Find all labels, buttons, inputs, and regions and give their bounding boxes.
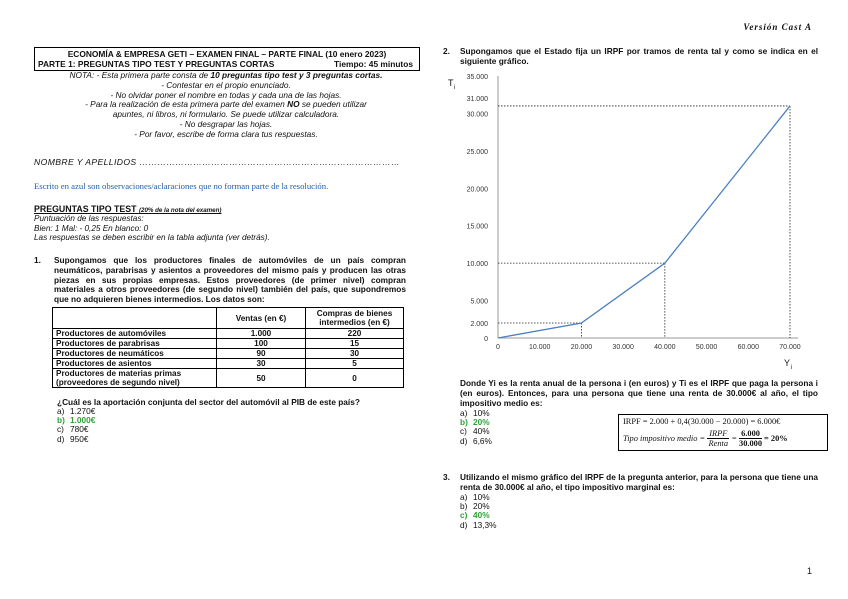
question-2-after: Donde Yi es la renta anual de la persona i (en euros) y Ti es el IRPF que paga la persona i (en euros). Entonces, para una persona que tiene una renta de 30.000€ al año, el tipo impositivo medio es: [460,378,818,408]
question-stem: Utilizando el mismo gráfico del IRPF de la pregunta anterior, para la persona que tiene una renta de 30.000€ al año, el tipo impositivo marginal es: [460,472,818,492]
exam-note [34,71,418,140]
version-label: Versión Cast A [743,22,812,32]
question-stem: Supongamos que los productores finales de automóviles de un país compran neumáticos, parabrisas y asientos a proveedores del mismo país y producen las otras piezas en sus propias empresas. Estos proveedores (de primer nivel) compran materiales a otros proveedores (de segundo nivel) también del país, que supondremos que no adquieren bienes intermedios. Los datos son: [54,255,406,305]
y-tick-label: 25.000 [466,148,488,156]
option-d[interactable]: d) 13,3% [460,519,497,530]
table-cell: 5 [306,359,404,369]
table-cell: Productores de materias primas (proveedores de segundo nivel) [53,369,217,388]
option-b-correct[interactable]: b) 20% [460,417,490,428]
y-tick-label: 2.000 [470,321,488,329]
table-cell: 15 [306,339,404,349]
note-line: se pueden utilizar [299,99,367,110]
scoring-line: Puntuación de las respuestas: [34,214,144,223]
y-tick-label: 5.000 [470,298,488,306]
y-tick-label: 15.000 [466,223,488,231]
table-cell: 30 [306,349,404,359]
table-row [53,329,404,339]
table-cell: 1.000 [217,329,306,339]
solution-line: IRPF = 2.000 + 0,4(30.000 − 20.000) = 6.000€ [623,417,781,426]
note-line: - No desgrapar las hojas. [179,118,273,129]
x-tick-label: 50.000 [695,344,718,351]
x-tick-label: 10.000 [529,344,551,351]
question-number: 2. [443,46,450,56]
note-line: - No olvidar poner el nombre en todas y cada una de las hojas. [110,89,342,100]
option-c-correct[interactable]: c) 40% [460,510,490,521]
note-line: - Contestar en el propio enunciado. [161,79,291,90]
exam-header [34,47,420,71]
question-number: 3. [443,472,450,482]
question-stem: Supongamos que el Estado fija un IRPF por tramos de renta tal y como se indica en el siguiente gráfico. [460,46,818,66]
question-3-options [460,493,497,530]
table-cell: Productores de asientos [53,359,217,369]
option-c[interactable]: c) 40% [460,426,490,437]
x-tick-label: 20.000 [570,344,593,351]
table-row [53,339,404,349]
option-c[interactable]: c) 780€ [57,424,89,435]
x-tick-label: 0 [496,344,500,351]
fraction: $\frac{6.000}{30.000}$ [739,429,763,448]
y-axis-label-sub: i [454,85,456,91]
table-cell: Productores de parabrisas [53,339,217,349]
x-tick-label: 60.000 [737,344,759,351]
y-tick-label: 10.000 [466,261,488,269]
scoring-line: Bien: 1 Mal: - 0,25 En blanco: 0 [34,223,149,233]
y-tick-label: 20.000 [466,186,488,194]
option-b[interactable]: b) 20% [460,501,490,512]
note-line: - Por favor, escribe de forma clara tus respuestas. [134,128,318,139]
note-bold: 10 preguntas tipo test y 3 preguntas cortas. [210,70,383,80]
option-a[interactable]: a) 1.270€ [57,406,96,416]
x-tick-label: 30.000 [612,344,634,351]
solution-result: = 20% [764,434,788,443]
question-1-options [57,407,95,444]
note-no: NO [287,99,300,110]
table-header-cell [53,308,217,329]
option-d[interactable]: d) 950€ [57,433,89,444]
table-header-row [53,308,404,329]
note-line: - Para la realización de esta primera parte del examen [85,99,288,110]
y-tick-label: 30.000 [466,111,488,119]
y-axis-label: T [448,78,454,88]
table-row [53,359,404,369]
table-header-cell: Compras de bienes intermedios (en €) [306,308,404,329]
x-tick-label: 40.000 [654,344,676,351]
question-number: 1. [34,255,41,265]
table-cell: Productores de neumáticos [53,349,217,359]
table-row [53,349,404,359]
section-percent: (20% de la nota del examen) [138,207,222,214]
option-d[interactable]: d) 6,6% [460,435,492,446]
question-2 [443,47,818,67]
exam-title: ECONOMÍA & EMPRESA GETI – EXAMEN FINAL – PARTE FINAL (10 enero 2023) [67,49,387,59]
irpf-series-line [498,106,790,338]
irpf-chart [440,68,820,378]
table-cell: 30 [217,359,306,369]
x-axis-label-sub: i [791,365,793,371]
table-row [53,369,404,388]
y-tick-label: 0 [484,336,488,343]
table-cell: 50 [217,369,306,388]
scoring-line: Las respuestas se deben escribir en la tabla adjunta (ver detrás). [34,233,270,243]
question-1 [34,256,406,305]
name-field[interactable]: NOMBRE Y APELLIDOS …………………………………………………………………………… [34,157,401,167]
question-1-prompt: ¿Cuál es la aportación conjunta del sector del automóvil al PIB de este país? [57,397,360,407]
table-cell: 220 [306,329,404,339]
y-tick-label: 35.000 [466,74,488,81]
note-prefix: NOTA: - Esta primera parte consta de [69,70,211,80]
x-axis-label: Y [784,358,791,368]
y-tick-label: 31.000 [466,95,488,103]
option-b-correct[interactable]: b) 1.000€ [57,415,96,426]
table-cell: 100 [217,339,306,349]
table-cell: 0 [306,369,404,388]
producers-table [52,307,404,388]
question-3 [443,473,818,493]
scoring-info [34,214,270,243]
solution-label: Tipo impositivo medio = [623,434,706,443]
section-title: PREGUNTAS TIPO TEST (20% de la nota del examen) [34,204,222,214]
x-tick-label: 70.000 [779,344,801,351]
table-cell: 90 [217,349,306,359]
note-line: apuntes, ni libros, ni formulario. Se puede utilizar calculadora. [112,109,340,120]
blue-note: Escrito en azul son observaciones/aclaraciones que no forman parte de la resolución. [34,181,329,191]
option-a[interactable]: a) 10% [460,492,490,502]
page-number: 1 [806,566,812,576]
table-header-cell: Ventas (en €) [217,308,306,329]
option-a[interactable]: a) 10% [460,408,490,418]
question-2-options [460,409,492,446]
exam-part: PARTE 1: PREGUNTAS TIPO TEST Y PREGUNTAS CORTAS [38,59,275,69]
table-cell: Productores de automóviles [53,329,217,339]
exam-time: Tiempo: 45 minutos [334,59,413,69]
fraction: $\frac{\text{IRPF}}{\text{Renta}}$ [708,429,729,448]
solution-box: IRPF = 2.000 + 0,4(30.000 − 20.000) = 6.000€ Tipo impositivo medio = $\frac{\text{IRPF}}{\text{Renta}}$ = $\frac{6.000}{30.000}$ = 20% [618,414,828,451]
